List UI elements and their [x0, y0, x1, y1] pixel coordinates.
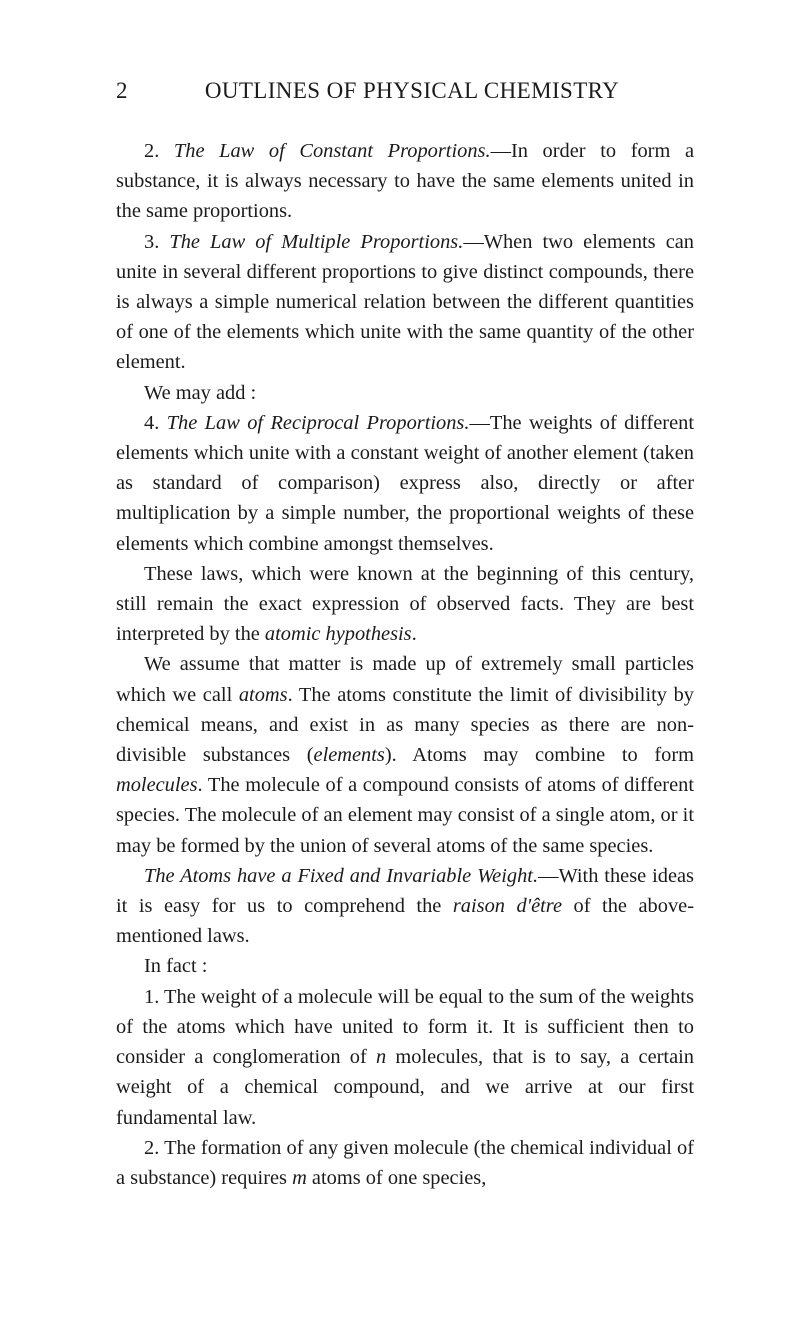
emphasis-term: n: [375, 1046, 387, 1069]
paragraph-atoms-molecules: We assume that matter is made up of extremely small particles which we call atoms. The atoms constitute the limit of divisibility by chemical means, and exist in as many species as there are non-divisible substances (elements). Atoms may combine to form molecules. The molecule of a compound consists of atoms of different species. The molecule of an element may consist of a single atom, or it may be formed by the union of several atoms of the same species.: [116, 653, 694, 857]
law-title: The Law of Reciprocal Proportions.: [166, 411, 470, 434]
body-text: [116, 136, 694, 1193]
page-number: 2: [116, 78, 128, 103]
paragraph-point-two: 2. The formation of any given molecule (the chemical individual of a substance) requires m atoms of one species,: [116, 1136, 694, 1189]
paragraph-fixed-weight: The Atoms have a Fixed and Invariable Weight.—With these ideas it is easy for us to comprehend the raison d'être of the above-mentioned laws.: [116, 864, 694, 948]
paragraph-in-fact: In fact :: [144, 955, 208, 978]
book-page: [116, 78, 694, 1193]
emphasis-term: raison d'être: [452, 895, 563, 918]
law-title: The Atoms have a Fixed and Invariable Weight.: [144, 864, 539, 887]
paragraph-law-reciprocal-proportions: 4. The Law of Reciprocal Proportions.—The weights of different elements which unite with a constant weight of another element (taken as standard of comparison) express also, directly or after multiplication by a simple number, the proportional weights of these elements which combine amongst themselves.: [116, 411, 694, 555]
law-title: The Law of Multiple Proportions.: [169, 230, 464, 253]
law-title: The Law of Constant Proportions.: [173, 140, 491, 162]
emphasis-term: molecules: [116, 774, 198, 797]
emphasis-term: atoms: [238, 683, 288, 706]
running-title: OUTLINES OF PHYSICAL CHEMISTRY: [204, 78, 620, 103]
paragraph-law-multiple-proportions: 3. The Law of Multiple Proportions.—When two elements can unite in several different proportions to give distinct compounds, there is always a simple numerical relation between the different quantities of one of the elements which unite with the same quantity of the other element.: [116, 230, 694, 374]
emphasis-term: atomic hypothesis: [264, 623, 412, 646]
emphasis-term: elements: [313, 744, 385, 767]
paragraph-atomic-hypothesis: These laws, which were known at the beginning of this century, still remain the exact expression of observed facts. They are best interpreted by the atomic hypothesis.: [116, 562, 694, 646]
page-header: [116, 78, 694, 118]
paragraph-point-one: 1. The weight of a molecule will be equal to the sum of the weights of the atoms which have united to form it. It is sufficient then to consider a conglomeration of n molecules, that is to say, a certain weight of a chemical compound, and we arrive at our first fundamental law.: [116, 985, 694, 1129]
paragraph-we-may-add: We may add :: [144, 381, 257, 404]
paragraph-law-constant-proportions: 2. The Law of Constant Proportions.—In order to form a substance, it is always necessary to have the same elements united in the same proportions.: [116, 140, 695, 223]
emphasis-term: m: [292, 1166, 307, 1189]
